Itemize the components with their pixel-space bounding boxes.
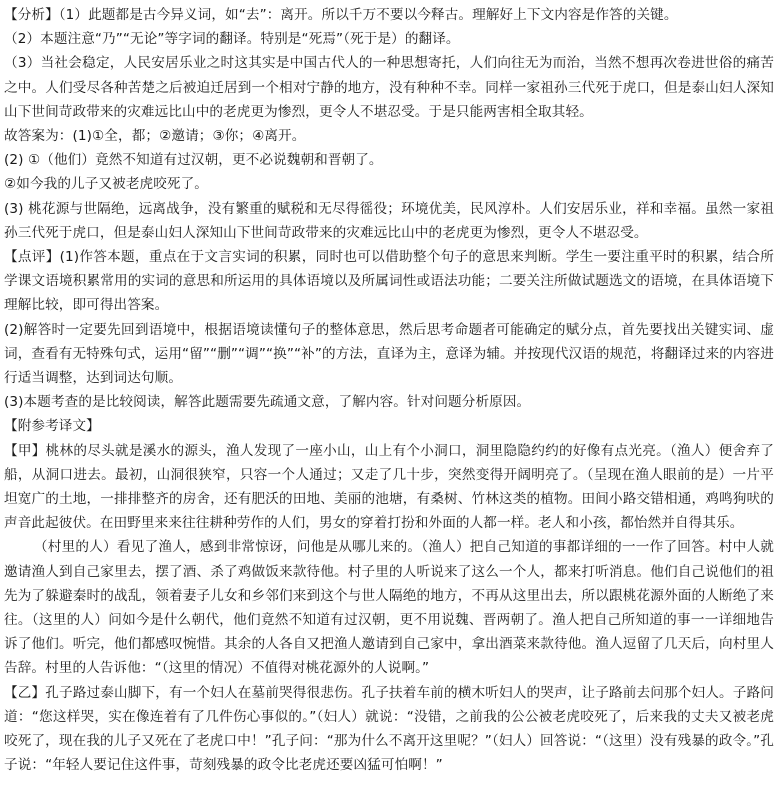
analysis-paragraph-2: （2）本题注意“乃”“无论”等字词的翻译。特别是“死焉”（死于是）的翻译。 [4,31,460,48]
translation-heading: 【附参考译文】 [4,418,100,435]
answer-intro: 故答案为：(1)①全，都；②邀请；③你；④离开。 [4,128,306,145]
comment-paragraph-2: (2)解答时一定要先回到语境中，根据语境读懂句子的整体意思，然后思考命题者可能确定的赋分点，首先要找出关键实词、虚词，查看有无特殊句式，运用“留”“删”“调”“换”“补”的方法，直译为主，意译为辅。并按现代汉语的规范，将翻译过来的内容进行适当调整，达到词达句顺。 [4,321,774,387]
comment-paragraph-1: 【点评】(1)作答本题，重点在于文言实词的积累，同时也可以借助整个句子的意思来判断。学生一要注重平时的积累，结合所学课文语境积累常用的实词的意思和所运用的具体语境以及所属词性或语法功能；二要关注所做试题选文的语境，在具体语境下理解比较，即可得出答案。 [4,249,774,314]
translation-jia-paragraph-1: 【甲】桃林的尽头就是溪水的源头，渔人发现了一座小山，山上有个小洞口，洞里隐隐约约的好像有点光亮。（渔人）便舍弃了船，从洞口进去。最初，山洞很狭窄，只容一个人通过；又走了几十步，突然变得开阔明亮了。（呈现在渔人眼前的是）一片平坦宽广的土地，一排排整齐的房舍，还有肥沃的田地、美丽的池塘，有桑树、竹林这类的植物。田间小路交错相通，鸡鸣狗吠的声音此起彼伏。在田野里来来往往耕种劳作的人们，男女的穿着打扮和外面的人都一样。老人和小孩，都怡然并自得其乐。 [4,442,774,532]
translation-jia-paragraph-2: （村里的人）看见了渔人，感到非常惊讶，问他是从哪儿来的。（渔人）把自己知道的事都详细的一一作了回答。村中人就邀请渔人到自己家里去，摆了酒、杀了鸡做饭来款待他。村子里的人听说来了这么一个人，都来打听消息。他们自己说他们的祖先为了躲避秦时的战乱，领着妻子儿女和乡邻们来到这个与世人隔绝的地方，不再从这里出去，所以跟桃花源外面的人断绝了来往。（这里的人）问如今是什么朝代，他们竟然不知道有过汉朝，更不用说魏、晋两朝了。渔人把自己所知道的事一一详细地告诉了他们。听完，他们都感叹惋惜。其余的人各自又把渔人邀请到自己家中，拿出酒菜来款待他。渔人逗留了几天后，向村里人告辞。村里的人告诉他：“（这里的情况）不值得对桃花源外的人说啊。” [4,539,774,677]
answer-2-1: (2) ①（他们）竟然不知道有过汉朝，更不必说魏朝和晋朝了。 [4,152,383,169]
answer-3: (3) 桃花源与世隔绝，远离战争，没有繁重的赋税和无尽得徭役；环境优美，民风淳朴。人们安居乐业，祥和幸福。虽然一家祖孙三代死于虎口，但是泰山妇人深知山下世间苛政带来的灾难远比山中的老虎更为惨烈，更令人不堪忍受。 [4,200,774,241]
translation-yi-paragraph: 【乙】孔子路过泰山脚下，有一个妇人在墓前哭得很悲伤。孔子扶着车前的横木听妇人的哭声，让子路前去问那个妇人。子路问道：“您这样哭，实在像连着有了几件伤心事似的。”（妇人）就说：“没错，之前我的公公被老虎咬死了，后来我的丈夫又被老虎咬死了，现在我的儿子又死在了老虎口中！”孔子问：“那为什么不离开这里呢？”（妇人）回答说：“（这里）没有残暴的政令。”孔子说：“年轻人要记住这件事，苛刻残暴的政令比老虎还要凶猛可怕啊！” [4,684,774,774]
comment-paragraph-3: (3)本题考查的是比较阅读，解答此题需要先疏通文意，了解内容。针对问题分析原因。 [4,394,531,411]
analysis-paragraph-1: 【分析】（1）此题都是古今异义词，如“去”：离开。所以千万不要以今释古。理解好上下文内容是作答的关键。 [4,7,678,23]
analysis-paragraph-3: （3）当社会稳定，人民安居乐业之时这其实是中国古代人的一种思想寄托，人们向往无为而治，当然不想再次卷进世俗的痛苦之中。人们受尽各种苦楚之后被迫迁居到一个相对宁静的地方，没有种种不幸。同样一家祖孙三代死于虎口，但是泰山妇人深知山下世间苛政带来的灾难远比山中的老虎更为惨烈，更令人不堪忍受。于是只能两害相全取其轻。 [4,55,774,120]
answer-2-2: ②如今我的儿子又被老虎咬死了。 [4,176,208,193]
